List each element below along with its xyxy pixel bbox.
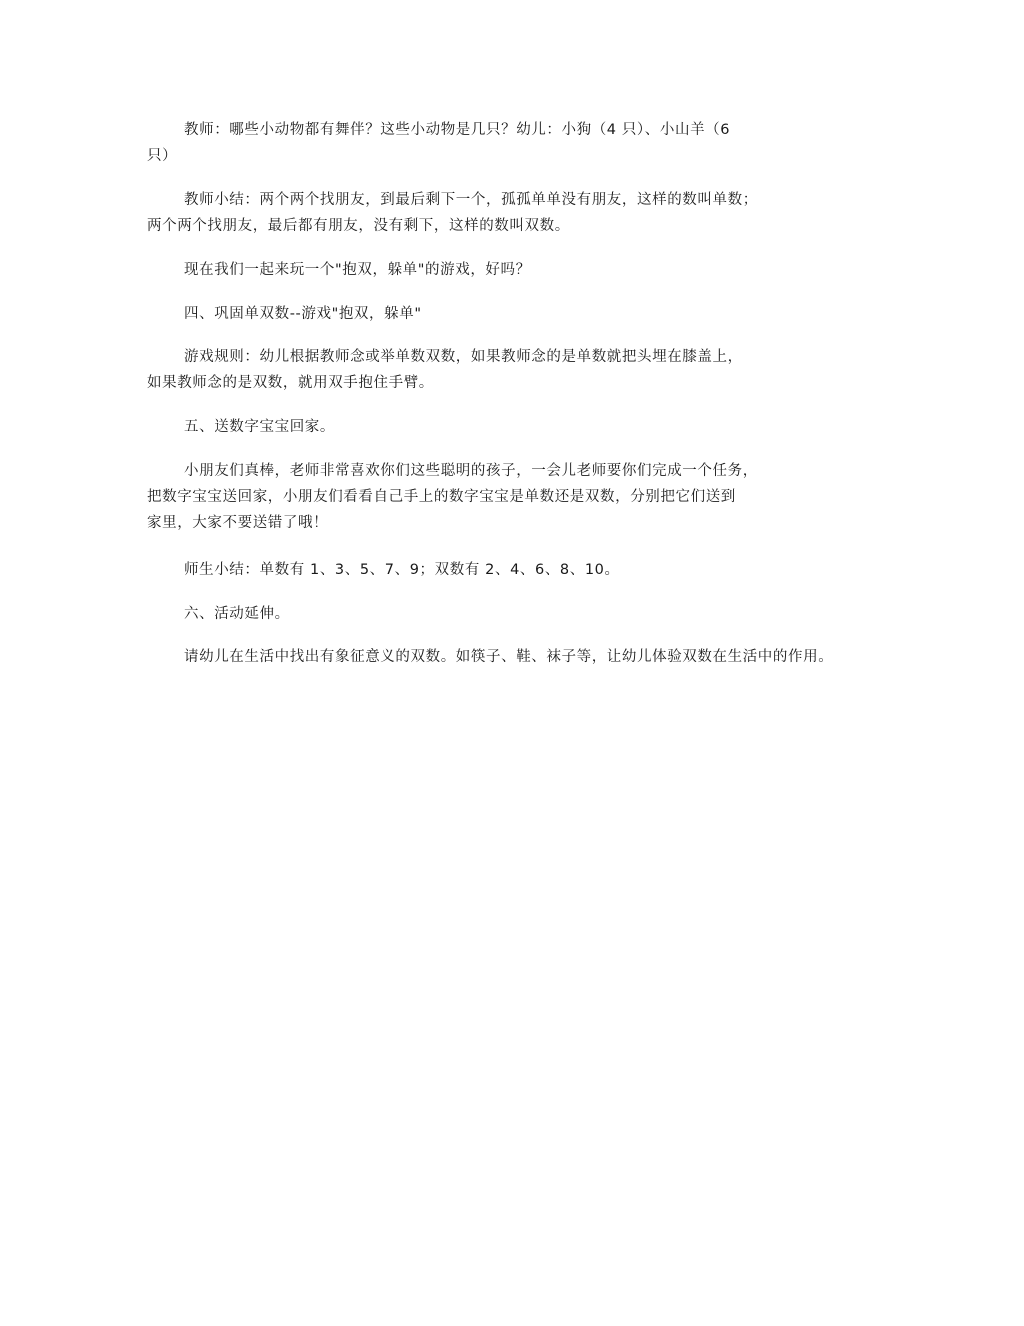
paragraph-line: 两个两个找朋友，最后都有朋友，没有剩下，这样的数叫双数。 [147,218,570,234]
paragraph-line: 教师：哪些小动物都有舞伴？这些小动物是几只？幼儿：小狗（4 只）、小山羊（6 [184,122,731,138]
paragraph-line: 教师小结：两个两个找朋友，到最后剩下一个，孤孤单单没有朋友，这样的数叫单数； [184,192,758,208]
section-heading-4 [147,301,867,327]
paragraph-game-invite [147,257,867,283]
paragraph-line: 请幼儿在生活中找出有象征意义的双数。如筷子、鞋、袜子等，让幼儿体验双数在生活中的作用。 [184,649,834,665]
paragraph-activity-extension [147,644,867,670]
paragraph-joint-summary [147,557,867,583]
section-heading-6 [147,601,867,627]
paragraph-line: 只） [147,148,178,164]
paragraph-line: 游戏规则：幼儿根据教师念或举单数双数，如果教师念的是单数就把头埋在膝盖上， [184,349,743,365]
section-heading-5 [147,414,867,440]
paragraph-teacher-summary [147,187,867,239]
paragraph-line: 现在我们一起来玩一个"抱双，躲单"的游戏，好吗？ [184,262,531,278]
paragraph-line: 把数字宝宝送回家，小朋友们看看自己手上的数字宝宝是单数还是双数，分别把它们送到 [147,489,736,505]
paragraph-send-numbers-home [147,458,867,536]
heading-line: 四、巩固单双数--游戏"抱双，躲单" [184,306,422,322]
paragraph-line: 师生小结：单数有 1、3、5、7、9；双数有 2、4、6、8、10。 [184,562,620,578]
paragraph-line: 家里，大家不要送错了哦！ [147,515,329,531]
heading-line: 六、活动延伸。 [184,606,290,622]
paragraph-line: 如果教师念的是双数，就用双手抱住手臂。 [147,375,434,391]
heading-line: 五、送数字宝宝回家。 [184,419,335,435]
paragraph-game-rules [147,344,867,396]
paragraph-dance-partners [147,117,867,169]
paragraph-line: 小朋友们真棒，老师非常喜欢你们这些聪明的孩子，一会儿老师要你们完成一个任务， [184,463,758,479]
